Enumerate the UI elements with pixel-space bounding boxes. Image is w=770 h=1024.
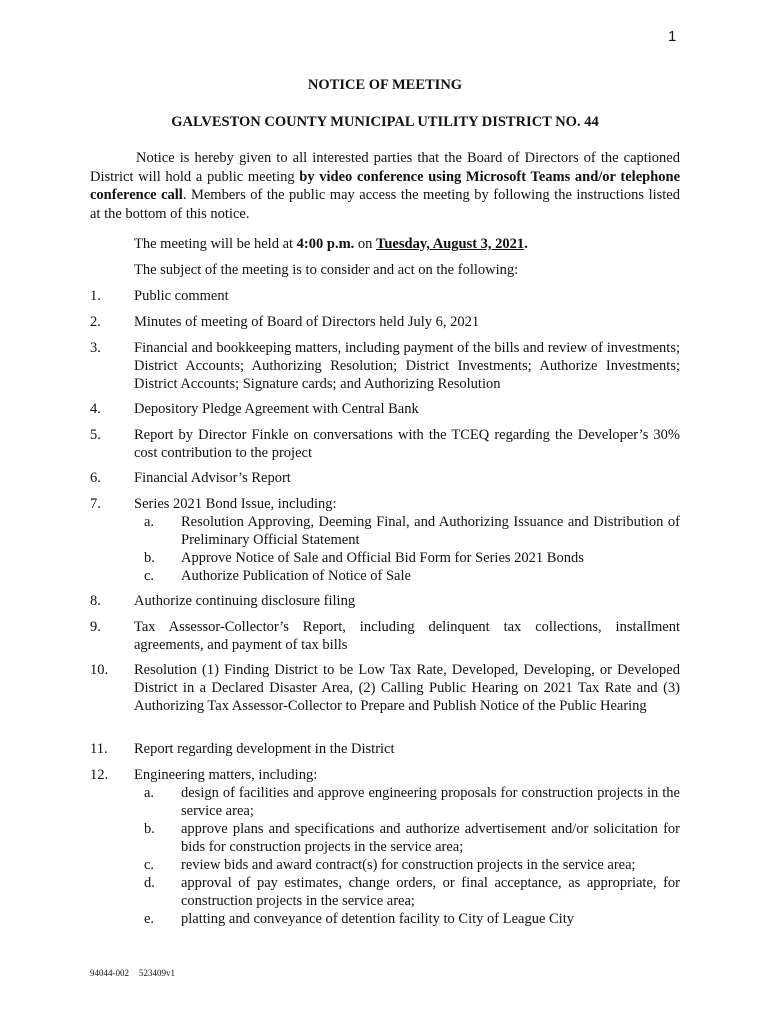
agenda-item-text: [134, 469, 680, 487]
agenda-subitem-letter: c.: [144, 568, 155, 584]
agenda-item-number: 6.: [90, 470, 101, 486]
agenda-subitem-text: approve plans and specifications and authorize advertisement and/or solicitation for bids for construction projects in the service area;: [181, 821, 680, 855]
intro-text-2: . Members of the public may access the meeting by following the instructions listed at the bottom of this notice.: [90, 187, 680, 222]
agenda-item-text: [134, 618, 680, 654]
agenda-subitem-letter: c.: [144, 857, 155, 873]
agenda-item-label: Engineering matters, including:: [134, 767, 318, 783]
subject-line: The subject of the meeting is to consider and act on the following:: [134, 262, 519, 278]
agenda-subitem-letter: a.: [144, 514, 155, 530]
agenda-subitem-text: Approve Notice of Sale and Official Bid Form for Series 2021 Bonds: [181, 550, 584, 566]
agenda-subitem-letter: b.: [144, 821, 155, 837]
agenda-subitem-text: design of facilities and approve engineering proposals for construction projects in the service area;: [181, 785, 680, 819]
agenda-item-text: [134, 287, 680, 305]
agenda-subitem-letter: a.: [144, 785, 155, 801]
agenda-item-number: 8.: [90, 593, 101, 609]
agenda-item-label: Resolution (1) Finding District to be Low Tax Rate, Developed, Developing, or Developed District in a Declared Disaster Area, (2) Calling Public Hearing on 2021 Tax Rate and (3) Authorizing Tax Assessor-Collector to Prepare and Publish Notice of the Public Hearing: [134, 662, 680, 714]
agenda-item-text: [134, 661, 680, 715]
agenda-item-text: [134, 313, 680, 331]
meeting-suffix: .: [524, 236, 528, 252]
agenda-item-label: Report regarding development in the District: [134, 741, 395, 757]
intro-paragraph: [90, 149, 680, 223]
agenda-item-label: Report by Director Finkle on conversations with the TCEQ regarding the Developer’s 30% cost contribution to the project: [134, 427, 680, 461]
agenda-item-text: [134, 766, 680, 928]
agenda-item-number: 5.: [90, 427, 101, 443]
agenda-subitem: [134, 513, 680, 549]
agenda-item-number: 7.: [90, 496, 101, 512]
intro-bold: by video conference using Microsoft Teams and/or telephone conference call: [90, 168, 681, 203]
agenda-subitem: [134, 874, 680, 910]
meeting-date: Tuesday, August 3, 2021: [376, 236, 525, 252]
intro-text-1: Notice is hereby given to all interested parties that the Board of Directors of the captioned District will hold a public meeting: [90, 150, 680, 185]
agenda-item-label: Financial and bookkeeping matters, including payment of the bills and review of investments; District Accounts; Authorizing Resolution; District Investments; Authorize Investments; District Accounts; Signature cards; and Authorizing Resolution: [134, 340, 680, 392]
agenda-item-label: Public comment: [134, 288, 229, 304]
agenda-subitem-text: Resolution Approving, Deeming Final, and Authorizing Issuance and Distribution of Preliminary Official Statement: [181, 514, 680, 548]
footer: [90, 968, 185, 978]
agenda-item-label: Financial Advisor’s Report: [134, 470, 291, 486]
agenda-item-label: Series 2021 Bond Issue, including:: [134, 496, 337, 512]
agenda-item-number: 10.: [90, 662, 109, 678]
agenda-subitem: [134, 910, 680, 928]
agenda-subitem: [134, 567, 680, 585]
agenda-item-text: [134, 495, 680, 585]
agenda-item-label: Depository Pledge Agreement with Central Bank: [134, 401, 419, 417]
meeting-line: [134, 236, 528, 253]
agenda-subitem-letter: b.: [144, 550, 155, 566]
agenda-item-number: 2.: [90, 314, 101, 330]
agenda-item-number: 4.: [90, 401, 101, 417]
agenda-item-text: [134, 592, 680, 610]
meeting-time: 4:00 p.m.: [296, 236, 355, 252]
agenda-subitem-letter: e.: [144, 911, 155, 927]
agenda-subitem-letter: d.: [144, 875, 155, 891]
agenda-item-text: [134, 426, 680, 462]
meeting-mid: on: [354, 236, 377, 252]
agenda-item-text: [134, 740, 680, 758]
agenda-item-number: 12.: [90, 767, 109, 783]
agenda-item-label: Tax Assessor-Collector’s Report, including delinquent tax collections, installment agreements, and payment of tax bills: [134, 619, 680, 653]
footer-doc-id: 94044-002: [90, 968, 129, 978]
agenda-item-text: [134, 339, 680, 393]
agenda-item-label: Authorize continuing disclosure filing: [134, 593, 356, 609]
notice-title: NOTICE OF MEETING: [307, 77, 463, 93]
meeting-prefix: The meeting will be held at: [134, 236, 297, 252]
agenda-subitem: [134, 784, 680, 820]
agenda-item-number: 11.: [90, 741, 108, 757]
agenda-item-number: 9.: [90, 619, 101, 635]
agenda-item-text: [134, 400, 680, 418]
agenda-item-label: Minutes of meeting of Board of Directors held July 6, 2021: [134, 314, 480, 330]
footer-version: 523409v1: [139, 968, 175, 978]
agenda-subitem-text: Authorize Publication of Notice of Sale: [181, 568, 411, 584]
district-name: GALVESTON COUNTY MUNICIPAL UTILITY DISTRICT NO. 44: [171, 114, 599, 130]
agenda-subitem: [134, 820, 680, 856]
agenda-item-number: 3.: [90, 340, 101, 356]
agenda-subitem-text: platting and conveyance of detention facility to City of League City: [181, 911, 574, 927]
agenda-subitem-text: approval of pay estimates, change orders, or final acceptance, as appropriate, for construction projects in the service area;: [181, 875, 680, 909]
page-number: 1: [668, 28, 677, 45]
agenda-subitem: [134, 549, 680, 567]
agenda-subitem-text: review bids and award contract(s) for construction projects in the service area;: [181, 857, 636, 873]
agenda-subitem: [134, 856, 680, 874]
agenda-item-number: 1.: [90, 288, 101, 304]
